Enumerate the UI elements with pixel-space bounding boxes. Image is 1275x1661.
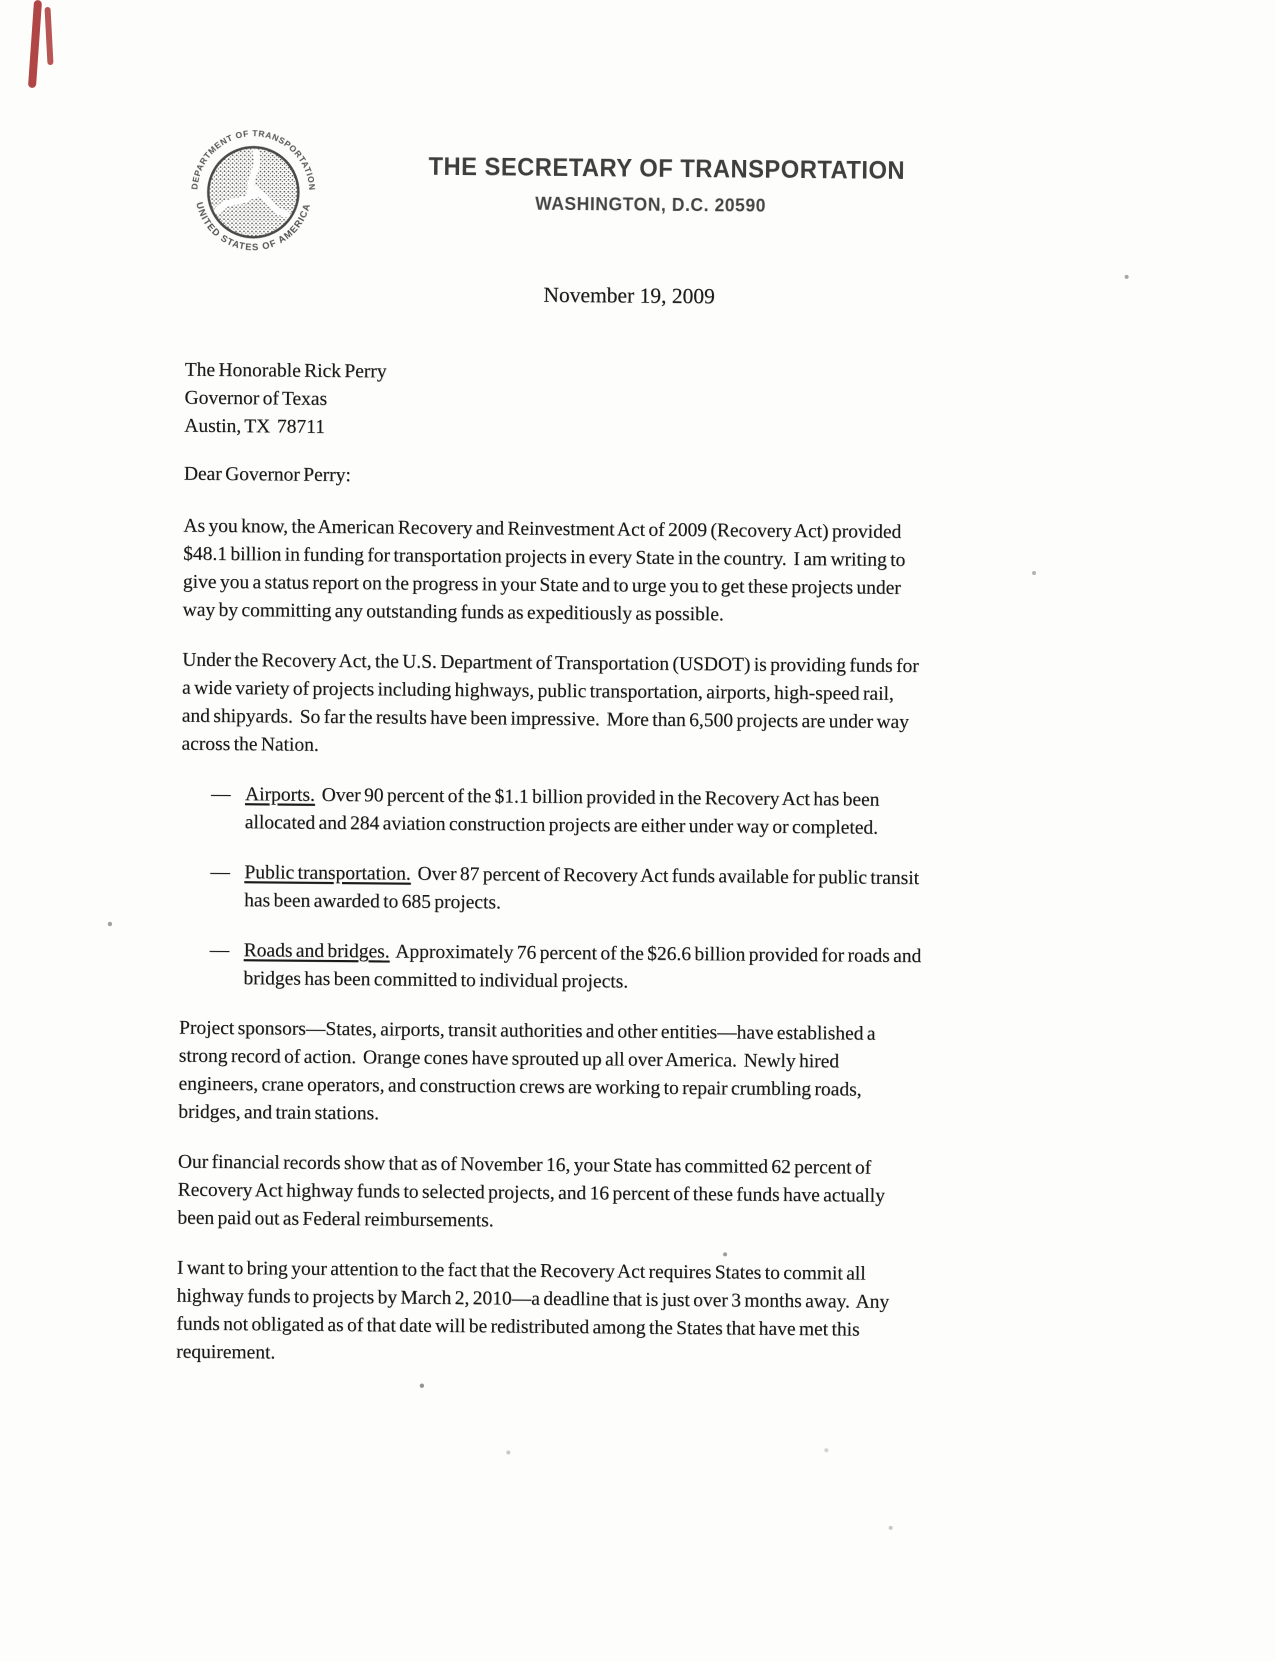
bullet-roads-and-bridges (179, 937, 1139, 1001)
paragraph-4: Our financial records show that as of November 16, your State has committed 62 percent of Recovery Act highway funds to selected projects, and 16 percent of these funds have actually been paid out as Federal reimbursements. (177, 1151, 885, 1232)
scan-noise-specks (0, 0, 2, 2)
bullet-text: Over 90 percent of the $1.1 billion provided in the Recovery Act has been allocated and 284 aviation construction projects are either under way or completed. (244, 784, 880, 839)
bullet-dash-icon: — (210, 783, 231, 806)
recipient-title: Governor of Texas (184, 387, 328, 410)
bullet-dash-icon: — (209, 939, 230, 962)
date-line: November 19, 2009 (543, 282, 715, 309)
letterhead-title: THE SECRETARY OF TRANSPORTATION (428, 152, 906, 185)
paragraph-1: As you know, the American Recovery and Reinvestment Act of 2009 (Recovery Act) provided $48.1 billion in funding for transportation projects in every State in the country. I am writing to give you a status report on the progress in your State and to urge you to get these projects under way by committing any outstanding funds as expeditiously as possible. (182, 515, 906, 626)
dot-seal-icon (187, 126, 320, 259)
paragraph-3: Project sponsors—States, airports, transit authorities and other entities—have established a strong record of action. Orange cones have sprouted up all over America. Newly hired engineers, crane operators, and construction crews are working to repair crumbling roads, bridges, and train stations. (178, 1017, 876, 1125)
bullet-content (245, 781, 1141, 845)
letterhead-address: WASHINGTON, D.C. 20590 (535, 193, 767, 216)
bullet-label: Roads and bridges. (243, 940, 390, 963)
recipient-address (184, 357, 1145, 449)
seal-arc-bottom-text: UNITED STATES OF AMERICA (194, 200, 313, 253)
seal-arc-top-text: DEPARTMENT OF TRANSPORTATION (189, 128, 318, 191)
bullet-label: Airports. (244, 784, 316, 806)
bullet-text: Approximately 76 percent of the $26.6 billion provided for roads and bridges has been committed to individual projects. (243, 941, 922, 993)
dot-seal (187, 126, 320, 259)
paragraph-2: Under the Recovery Act, the U.S. Department of Transportation (USDOT) is providing funds for a wide variety of projects including highways, public transportation, airports, high-speed rail, and shipyards. So far the results have been impressive. More than 6,500 projects are under way across the Nation. (181, 649, 919, 756)
bullet-public-transportation (180, 859, 1140, 923)
bullet-content (244, 859, 1140, 923)
recipient-name: The Honorable Rick Perry (184, 359, 387, 383)
paragraph-5: I want to bring your attention to the fact that the Recovery Act requires States to commit all highway funds to projects by March 2, 2010—a deadline that is just over 3 months away. Any funds not obligated as of that date will be redistributed among the States that have met this requirement. (176, 1257, 890, 1364)
bullet-text: Over 87 percent of Recovery Act funds available for public transit has been awarded to 685 projects. (244, 863, 920, 914)
bullet-dash-icon: — (210, 861, 230, 884)
bullet-airports (181, 781, 1141, 845)
recipient-city: Austin, TX 78711 (184, 415, 326, 438)
bullet-content (243, 937, 1139, 1001)
bullet-label: Public transportation. (244, 862, 411, 885)
letter-body (176, 357, 1145, 1397)
salutation: Dear Governor Perry: (183, 463, 351, 487)
